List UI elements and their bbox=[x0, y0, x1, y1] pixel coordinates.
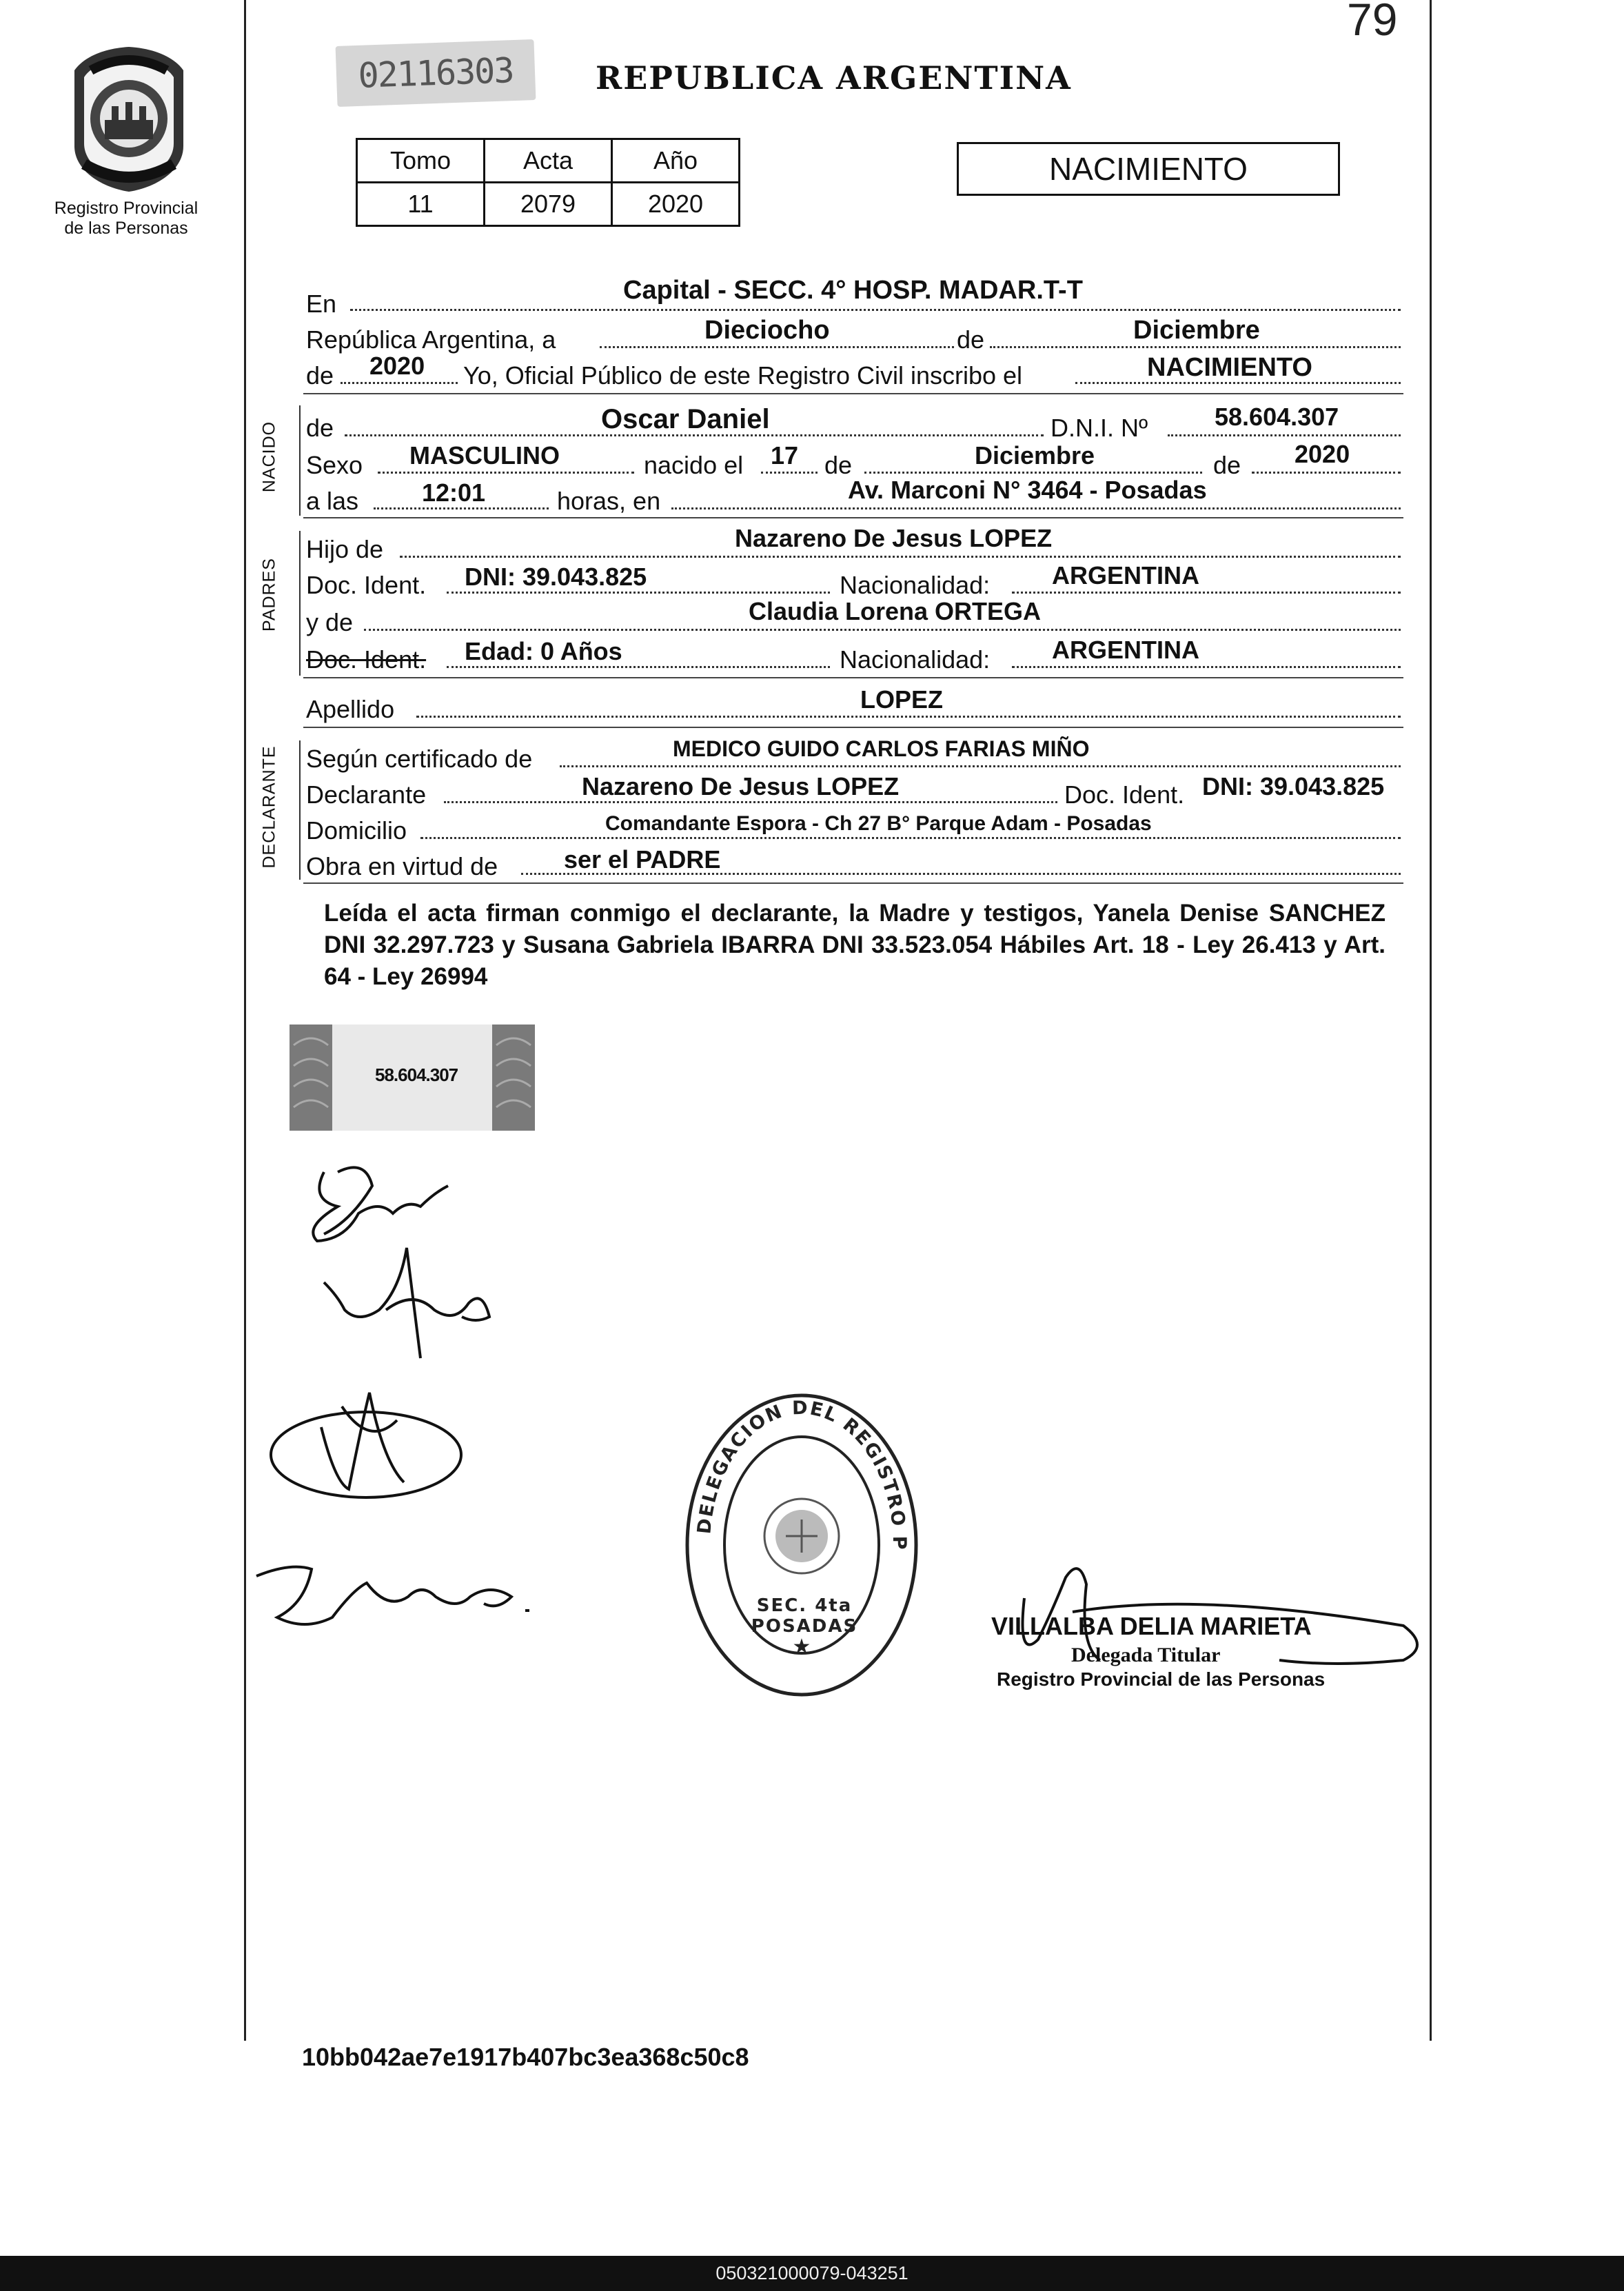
page-number: 79 bbox=[1347, 0, 1398, 45]
side-label-padres: PADRES bbox=[259, 558, 279, 632]
registry-header-acta: Acta bbox=[485, 139, 612, 183]
section-bracket bbox=[299, 405, 301, 516]
label-yo-oficial: Yo, Oficial Público de este Registro Civil inscribo el bbox=[463, 361, 1023, 390]
dotted-line bbox=[671, 507, 1401, 509]
label-horas-en: horas, en bbox=[557, 487, 661, 515]
dni-stub-number: 58.604.307 bbox=[375, 1064, 458, 1085]
child-surname: LOPEZ bbox=[860, 685, 944, 714]
svg-text:★: ★ bbox=[792, 1635, 811, 1659]
dotted-line bbox=[1168, 434, 1401, 436]
registry-value-tomo: 11 bbox=[357, 183, 485, 226]
logo-caption bbox=[32, 199, 221, 239]
registration-act: NACIMIENTO bbox=[1147, 353, 1312, 382]
registry-table-header-row bbox=[357, 139, 740, 183]
label-nacionalidad: Nacionalidad: bbox=[840, 645, 991, 674]
registration-month: Diciembre bbox=[1133, 316, 1260, 345]
registration-location: Capital - SECC. 4° HOSP. MADAR.T-T bbox=[623, 276, 1083, 305]
dotted-line bbox=[447, 592, 830, 594]
mother-nationality: ARGENTINA bbox=[1052, 636, 1199, 664]
child-birth-month: Diciembre bbox=[975, 441, 1095, 470]
left-margin-line bbox=[244, 0, 246, 2041]
record-type-box: NACIMIENTO bbox=[957, 142, 1340, 196]
label-hijo-de: Hijo de bbox=[306, 535, 384, 563]
side-label-declarante: DECLARANTE bbox=[259, 745, 279, 869]
declarant-signature bbox=[296, 1158, 462, 1255]
dotted-line bbox=[400, 556, 1401, 558]
witness-signature-1 bbox=[266, 1379, 466, 1510]
dotted-line bbox=[1012, 666, 1401, 668]
label-de: de bbox=[1213, 451, 1241, 479]
registry-value-ano: 2020 bbox=[612, 183, 740, 226]
label-doc-ident: Doc. Ident. bbox=[306, 571, 427, 599]
right-margin-line bbox=[1430, 0, 1432, 2041]
label-a-las: a las bbox=[306, 487, 359, 515]
label-obra-en-virtud: Obra en virtud de bbox=[306, 852, 498, 880]
father-nationality: ARGENTINA bbox=[1052, 561, 1199, 589]
logo-caption-line2: de las Personas bbox=[64, 219, 188, 238]
child-birth-time: 12:01 bbox=[422, 478, 486, 507]
child-sex: MASCULINO bbox=[409, 441, 560, 470]
dotted-line bbox=[1012, 592, 1401, 594]
registration-year: 2020 bbox=[369, 352, 425, 380]
label-dni: D.N.I. Nº bbox=[1050, 414, 1148, 442]
witness-signature-2 bbox=[250, 1514, 539, 1638]
label-doc-ident-struck: Doc. Ident. bbox=[306, 645, 427, 674]
declarant-address: Comandante Espora - Ch 27 B° Parque Adam - Posadas bbox=[605, 812, 1152, 835]
label-de: de bbox=[957, 325, 985, 354]
label-republica: República Argentina, a bbox=[306, 325, 556, 354]
registry-table bbox=[356, 138, 740, 227]
official-office: Registro Provincial de las Personas bbox=[997, 1668, 1326, 1690]
dni-stub-image bbox=[290, 1025, 535, 1131]
dotted-line bbox=[447, 666, 830, 668]
serial-number-stamp: 02116303 bbox=[336, 39, 536, 107]
provincial-coat-of-arms-logo bbox=[63, 43, 194, 194]
child-name: Oscar Daniel bbox=[601, 404, 770, 434]
section-divider bbox=[303, 727, 1403, 728]
declarant-name: Nazareno De Jesus LOPEZ bbox=[582, 772, 900, 800]
father-name: Nazareno De Jesus LOPEZ bbox=[735, 524, 1053, 552]
child-birth-year: 2020 bbox=[1295, 440, 1350, 468]
section-divider bbox=[303, 517, 1403, 518]
section-divider bbox=[303, 393, 1403, 394]
label-nacido-el: nacido el bbox=[644, 451, 744, 479]
label-y-de: y de bbox=[306, 608, 354, 636]
declarant-doc: DNI: 39.043.825 bbox=[1202, 772, 1385, 800]
section-bracket bbox=[299, 531, 301, 676]
section-divider bbox=[303, 882, 1403, 884]
label-de: de bbox=[824, 451, 853, 479]
registration-day: Dieciocho bbox=[704, 316, 830, 345]
declarant-capacity: ser el PADRE bbox=[564, 845, 721, 874]
dotted-line bbox=[560, 765, 1401, 767]
label-domicilio: Domicilio bbox=[306, 816, 407, 845]
footer-code: 050321000079-043251 bbox=[715, 2263, 909, 2283]
seal-ring-text: DELEGACION DEL REGISTRO P bbox=[693, 1397, 911, 1551]
mother-name: Claudia Lorena ORTEGA bbox=[749, 597, 1042, 625]
registry-value-acta: 2079 bbox=[485, 183, 612, 226]
dotted-line bbox=[374, 507, 549, 509]
mother-signature bbox=[317, 1241, 496, 1365]
document-title: REPUBLICA ARGENTINA bbox=[596, 59, 1072, 97]
dotted-line bbox=[600, 346, 954, 348]
label-de: de bbox=[306, 361, 334, 390]
side-label-nacido: NACIDO bbox=[259, 421, 279, 493]
registry-header-tomo: Tomo bbox=[357, 139, 485, 183]
section-divider bbox=[303, 677, 1403, 678]
label-declarante: Declarante bbox=[306, 780, 427, 809]
official-name: VILLALBA DELIA MARIETA bbox=[991, 1612, 1312, 1640]
logo-caption-line1: Registro Provincial bbox=[54, 199, 199, 218]
official-delegation-seal bbox=[682, 1391, 921, 1699]
document-hash: 10bb042ae7e1917b407bc3ea368c50c8 bbox=[302, 2043, 749, 2071]
dotted-line bbox=[761, 472, 818, 474]
registry-header-ano: Año bbox=[612, 139, 740, 183]
father-doc: DNI: 39.043.825 bbox=[465, 563, 647, 591]
dotted-line bbox=[990, 346, 1401, 348]
registry-table-value-row bbox=[357, 183, 740, 226]
child-birth-place: Av. Marconi N° 3464 - Posadas bbox=[848, 476, 1207, 504]
dotted-line bbox=[341, 382, 458, 384]
dotted-line bbox=[444, 801, 1057, 803]
dotted-line bbox=[864, 472, 1202, 474]
dotted-line bbox=[364, 629, 1401, 631]
dotted-line bbox=[378, 472, 634, 474]
label-nacionalidad: Nacionalidad: bbox=[840, 571, 991, 599]
label-en: En bbox=[306, 290, 337, 318]
child-dni: 58.604.307 bbox=[1215, 403, 1339, 431]
dotted-line bbox=[1252, 472, 1401, 474]
dotted-line bbox=[416, 716, 1401, 718]
section-bracket bbox=[299, 740, 301, 880]
seal-inner-text: SEC. 4ta POSADAS bbox=[751, 1595, 858, 1637]
mother-doc: Edad: 0 Años bbox=[465, 637, 622, 665]
dotted-line bbox=[350, 309, 1401, 311]
label-de: de bbox=[306, 414, 334, 442]
label-doc-ident: Doc. Ident. bbox=[1064, 780, 1185, 809]
certificate-by: MEDICO GUIDO CARLOS FARIAS MIÑO bbox=[673, 736, 1090, 761]
label-segun-certificado: Según certificado de bbox=[306, 745, 533, 773]
label-sexo: Sexo bbox=[306, 451, 363, 479]
label-apellido: Apellido bbox=[306, 695, 395, 723]
official-role: Delegada Titular bbox=[1071, 1644, 1221, 1666]
child-birth-day: 17 bbox=[771, 441, 799, 470]
dotted-line bbox=[420, 837, 1401, 839]
closing-paragraph: Leída el acta firman conmigo el declarante, la Madre y testigos, Yanela Denise SANCHEZ DNI 32.297.723 y Susana Gabriela IBARRA DNI 33.523.054 Hábiles Art. 18 - Ley 26.413 y Art. 64 - Ley 26994 bbox=[324, 900, 1386, 990]
footer-code-bar bbox=[0, 2256, 1624, 2291]
